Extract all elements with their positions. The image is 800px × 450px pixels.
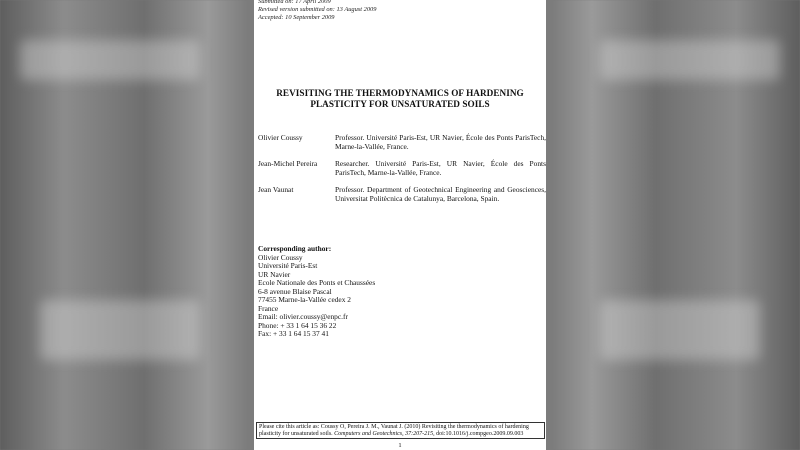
- document-page: [254, 0, 546, 450]
- background-blur-shape: [600, 40, 780, 80]
- author-name: Jean Vaunat: [258, 185, 294, 194]
- fax-line: Fax: + 33 1 64 15 37 41: [258, 329, 329, 338]
- citation-doi: , doi:10.1016/j.compgeo.2009.09.003: [433, 431, 524, 438]
- address-line: France: [258, 303, 279, 313]
- background-blur-shape: [20, 40, 200, 80]
- address-line: 6-8 avenue Blaise Pascal: [258, 286, 332, 296]
- author-name: Jean-Michel Pereira: [258, 159, 318, 168]
- corresponding-author-block: [258, 245, 375, 339]
- paper-title-line-2: PLASTICITY FOR UNSATURATED SOILS: [310, 98, 490, 109]
- address-line: UR Navier: [258, 269, 291, 279]
- author-affiliation: Professor. Department of Geotechnical Engineering and Geosciences, Universitat Politècnica de Catalunya, Barcelona, Spain.: [335, 185, 546, 203]
- address-line: 77455 Marne-la-Vallée cedex 2: [258, 295, 351, 304]
- paper-title: [254, 88, 546, 109]
- address-line: Ecole Nationale des Ponts et Chaussées: [258, 278, 376, 287]
- page-number: 1: [398, 442, 402, 449]
- submitted-date: Submitted on: 17 April 2009: [258, 0, 331, 5]
- citation-box: [256, 422, 545, 439]
- author-name: Olivier Coussy: [258, 133, 303, 142]
- author-affiliation: Professor. Université Paris-Est, UR Navier, École des Ponts ParisTech, Marne-la-Vallée, France.: [335, 133, 546, 151]
- address-line: Olivier Coussy: [258, 252, 303, 262]
- citation-journal: Computers and Geotechnics, 37:207-215: [334, 431, 434, 438]
- address-line: Université Paris-Est: [258, 261, 318, 270]
- author-affiliation: Researcher. Université Paris-Est, UR Navier, École des Ponts ParisTech, Marne-la-Vallée, France.: [335, 159, 546, 177]
- citation-text: Please cite this article as: Coussy O, Pereira J. M., Vaunat J. (2010) Revisiting the thermodynamics of hardening plasticity for unsaturated soils.: [259, 424, 529, 438]
- email-line: Email: olivier.coussy@enpc.fr: [258, 312, 348, 321]
- paper-title-line-1: REVISITING THE THERMODYNAMICS OF HARDENING: [276, 88, 524, 98]
- background-blur-shape: [600, 300, 760, 360]
- accepted-date: Accepted: 10 September 2009: [258, 14, 335, 21]
- phone-line: Phone: + 33 1 64 15 36 22: [258, 320, 337, 330]
- background-blur-shape: [40, 300, 200, 360]
- revised-date: Revised version submitted on: 13 August 2009: [258, 6, 377, 13]
- corresponding-author-heading: Corresponding author:: [258, 244, 332, 253]
